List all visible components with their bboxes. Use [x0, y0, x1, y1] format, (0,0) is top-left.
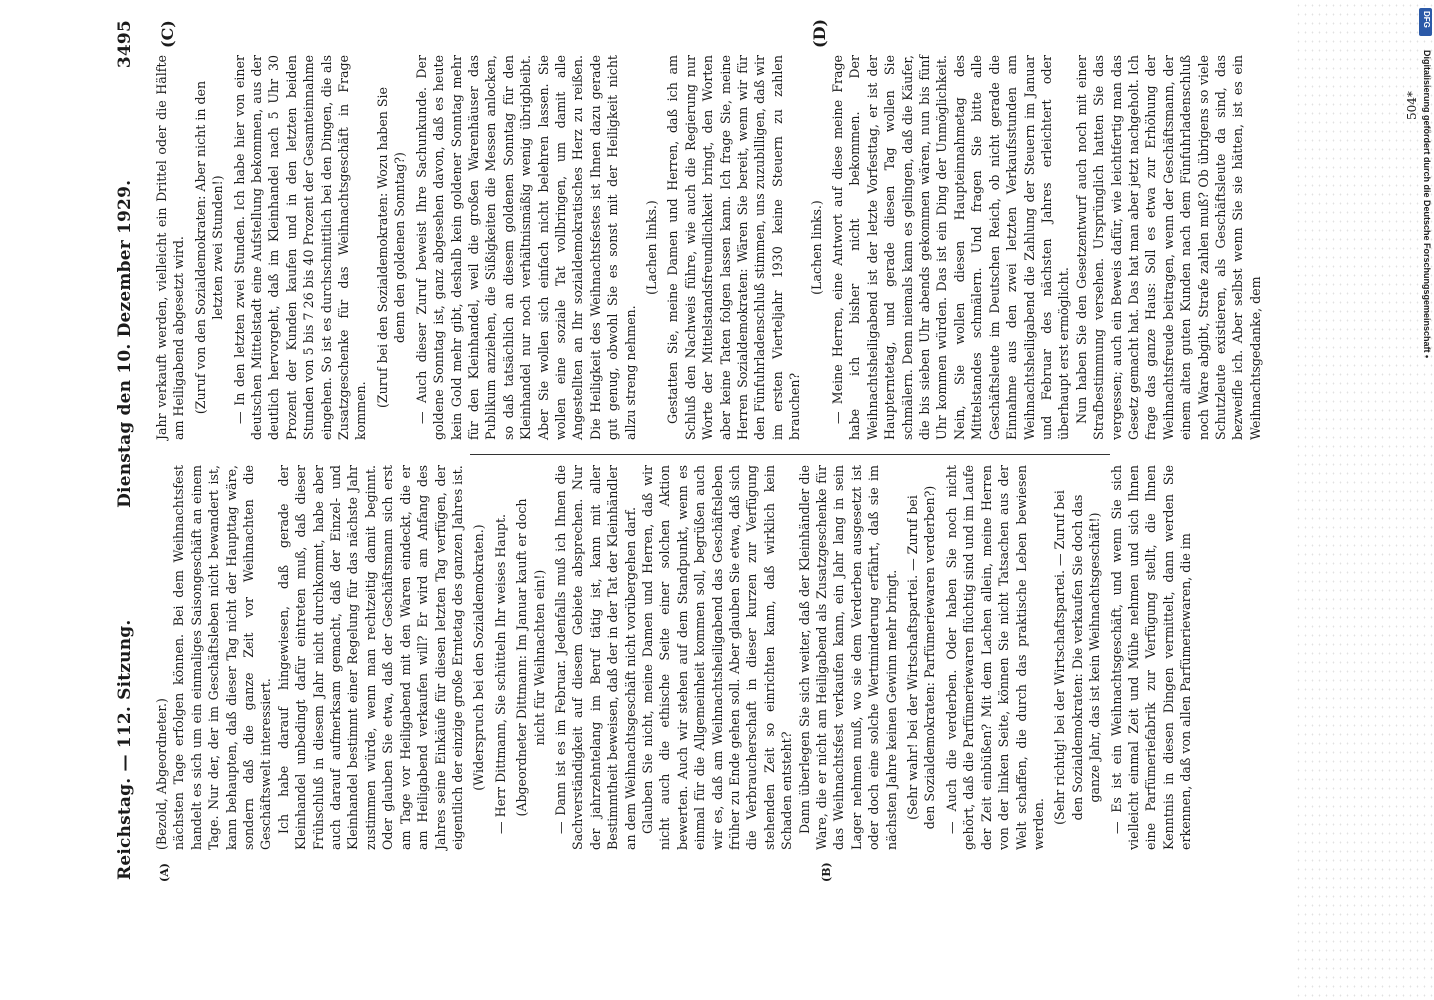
page-header: [115, 20, 135, 880]
interjection: (Sehr richtig! bei der Wirtschaftspartei. — Zuruf bei den Sozialdemokraten: Die verkaufen Sie doch das ganze Jahr, das ist kein Weihnachtsgeschäft!): [1052, 490, 1103, 825]
paragraph: Gestatten Sie, meine Damen und Herren, daß ich am Schluß den Nachweis führe, wie auch die Regierung nur Worte der Mittelstandsfreundlichkeit bringt, den Worten aber keine Taten folgen lassen kann. Ich frage Sie, meine Herren Sozialdemokraten: Wären Sie bereit, wenn wir für den Fünfuhrladenschluß stimmen, uns zuzubilligen, daß wir im ersten Vierteljahr 1930 keine Steuern zu zahlen brauchen?: [665, 55, 803, 440]
header-date: Dienstag den 10. Dezember 1929.: [115, 179, 135, 508]
paragraph: — Auch die verderben. Oder haben Sie noch nicht gehört, daß die Parfümeriewaren flüchtig sind und im Laufe der Zeit einbüßen? Mit dem Lachen allein, meine Herren von der linken Seite, können Sie nicht Tatsachen aus der Welt schaffen, die durch das praktische Leben bewiesen werden.: [943, 465, 1046, 850]
paragraph: Nun haben Sie den Gesetzentwurf auch noch mit einer Strafbestimmung versehen. Ursprünglich hatten Sie das vergessen; auch ein Beweis dafür, wie leichtfertig man das Gesetz gemacht hat. Das hat man aber jetzt nachgeholt. Ich frage das ganze Haus: Soll es etwa zur Erhöhung der Weihnachtsfreude beitragen, wenn der Geschäftsmann, der einem alten guten Kunden nach dem Fünfuhrladenschluß noch Ware abgibt, Strafe zahlen muß? Ob übrigens so viele Schutzleute existieren, als Geschäftsleute da sind, das bezweifle ich. Aber selbst wenn Sie sie hätten, ist es ein Weihnachtsgedanke, dem: [1073, 55, 1263, 440]
paragraph: Glauben Sie nicht, meine Damen und Herren, daß wir nicht auch die ethische Seite einer solchen Aktion bewerten. Auch wir stehen auf dem Standpunkt, wenn es einmal für die Allgemeinheit kommen soll, begrüßen auch wir es, daß am Weihnachtsheiligabend das Geschäftsleben früher zu Ende gehen soll. Aber glauben Sie etwa, daß sich die Verbraucherschaft in dieser kurzen zur Verfügung stehenden Zeit so einrichten kann, daß wirklich kein Schaden entsteht?: [639, 465, 795, 850]
margin-marker-c: (C): [158, 20, 177, 48]
header-left: Reichstag. — 112. Sitzung.: [115, 619, 135, 880]
margin-marker-a: (A): [158, 863, 171, 882]
dfg-logo: DFG: [1419, 8, 1432, 36]
right-column: [153, 55, 1264, 440]
left-column: [153, 465, 1195, 850]
paragraph: Jahr verkauft werden, vielleicht ein Drittel oder die Hälfte am Heiligabend abgesetzt wird.: [154, 55, 187, 440]
margin-marker-d: (D): [810, 18, 829, 48]
interjection: (Lachen links.): [808, 200, 824, 295]
paragraph: — Dann ist es im Februar. Jedenfalls muß ich Ihnen die Sachverständigkeit auf diesem Gebiete absprechen. Nur der jahrzehntelang im Beruf tätig ist, kann mit aller Bestimmtheit beweisen, daß der in der Tat der Kleinhändler an dem Weihnachtsgeschäft nicht vorübergehen darf.: [552, 465, 638, 850]
page-number: 3495: [115, 20, 135, 69]
paragraph: — Herr Dittmann, Sie schütteln Ihr weises Haupt.: [492, 513, 508, 834]
paragraph: nächsten Tage erfolgen können. Bei dem Weihnachtsfest handelt es sich um ein einmaliges Saisongeschäft an einem Tage. Nur der, der im Geschäftsleben nicht bewandert ist, kann behaupten, daß dieser Tag nicht der Haupttag wäre, sondern daß die ganze Zeit vor Weihnachten die Geschäftswelt interessiert.: [171, 465, 274, 850]
interjection: (Widerspruch bei den Sozialdemokraten.): [471, 524, 487, 791]
interjection: (Lachen links.): [643, 200, 659, 295]
paragraph: — Meine Herren, eine Antwort auf diese meine Frage habe ich bisher nicht bekommen. Der Weihnachtsheiligabend ist der letzte Vorfesttag, er ist der Haupterntetag, und gerade diesen Tag wollen Sie schmälern. Denn niemals kann es gelingen, daß die Käufer, die bis sieben Uhr abends gekommen wären, nun bis fünf Uhr kommen würden. Das ist ein Ding der Unmöglichkeit. Nein, Sie wollen diesen Haupteinnahmetag des Mittelstandes schmälern. Und fragen Sie bitte alle Geschäftsleute im Deutschen Reich, ob nicht gerade die Einnahme aus den zwei letzten Verkaufsstunden am Weihnachtsheiligabend die Zahlung der Steuern im Januar und Februar des nächsten Jahres erleichtert oder überhaupt erst ermöglicht.: [830, 55, 1072, 440]
interjection: (Sehr wahr! bei der Wirtschaftspartei. — Zuruf bei den Sozialdemokraten: Parfümeriewaren verderben?): [905, 485, 938, 830]
interjection: (Zuruf bei den Sozialdemokraten: Wozu haben Sie denn den goldenen Sonntag?): [374, 87, 408, 408]
paragraph: — Auch dieser Zuruf beweist Ihre Sachunkunde. Der goldene Sonntag ist, ganz abgesehen davon, daß es heute kein Gold mehr gibt, deshalb kein goldener Sonntag mehr für den Kleinhandel, weil die großen Warenhäuser das Publikum anziehen, die Süßigkeiten die Messen anlocken, so daß tatsächlich an diesem goldenen Sonntag für den Kleinhandel nur noch verhältnismäßig wenig übrigbleibt. Aber Sie wollen sich einfach nicht belehren lassen. Sie wollen eine soziale Tat vollbringen, um damit alle Angestellten an Ihr sozialdemokratisches Herz zu reißen. Die Heiligkeit des Weihnachtsfestes ist Ihnen dazu gerade gut genug, obwohl Sie es sonst mit der Heiligkeit nicht allzu streng nehmen.: [413, 55, 638, 440]
digitization-note: [1418, 10, 1432, 630]
paragraph: Dann überlegen Sie sich weiter, daß der Kleinhändler die Ware, die er nicht am Heiligabend als Zusatzgeschenke für das Weihnachtsfest verkaufen kann, ein Jahr lang in sein Lager nehmen muß, wo sie dem Verderben ausgesetzt ist oder doch eine solche Wertminderung erfährt, daß sie im nächsten Jahre keinen Gewinn mehr bringt.: [796, 465, 899, 850]
scan-noise: [1295, 0, 1434, 1000]
digitization-note-text: Digitalisierung gefördert durch die Deutsche Forschungsgemeinschaft •: [1422, 50, 1432, 359]
paragraph: — In den letzten zwei Stunden. Ich habe hier von einer deutschen Mittelstadt eine Aufstellung bekommen, aus der deutlich hervorgeht, daß im Kleinhandel nach 5 Uhr 30 Prozent der Kunden kaufen und in den letzten beiden Stunden von 5 bis 7 26 bis 40 Prozent der Gesamteinnahme eingehen. So ist es durchschnittlich bei den Dingen, die als Zusatzgeschenke für das Weihnachtsgeschäft in Frage kommen.: [231, 55, 369, 440]
signature-mark: 504*: [1405, 91, 1419, 120]
paragraph: (Bezold, Abgeordneter.): [154, 698, 169, 850]
interjection: (Abgeordneter Dittmann: Im Januar kauft er doch nicht für Weihnachten ein!): [514, 498, 547, 817]
margin-marker-b: (B): [820, 862, 833, 882]
column-divider: [470, 454, 1110, 455]
paragraph: — Es ist ein Weihnachtsgeschäft, und wenn Sie sich vielleicht einmal Zeit und Mühe nehmen und sich Ihnen eine Parfümeriefabrik zur Verfügung stellt, die Ihnen Kenntnis in diesen Dingen vermittelt, dann werden Sie erkennen, daß von allen Parfümeriewaren, die im: [1108, 465, 1194, 850]
paragraph: Ich habe darauf hingewiesen, daß gerade der Kleinhandel unbedingt dafür eintreten muß, daß dieser Frühschluß in diesem Jahr nicht durchkommt, habe aber auch darauf aufmerksam gemacht, daß der Einzel- und Kleinhandel bestimmt einer Regelung für das nächste Jahr zustimmen würde, wenn man rechtzeitig damit beginnt. Oder glauben Sie etwa, daß der Geschäftsmann sich erst am Tage vor Heiligabend mit den Waren eindeckt, die er am Heiligabend verkaufen will? Er wird am Anfang des Jahres seine Einkäufe für diesen letzten Tag verfügen, der eigentlich der einzige große Erntetag des ganzen Jahres ist.: [275, 465, 465, 850]
interjection: (Zuruf von den Sozialdemokraten: Aber nicht in den letzten zwei Stunden!): [192, 80, 226, 415]
rotated-page: [75, 0, 1434, 1000]
